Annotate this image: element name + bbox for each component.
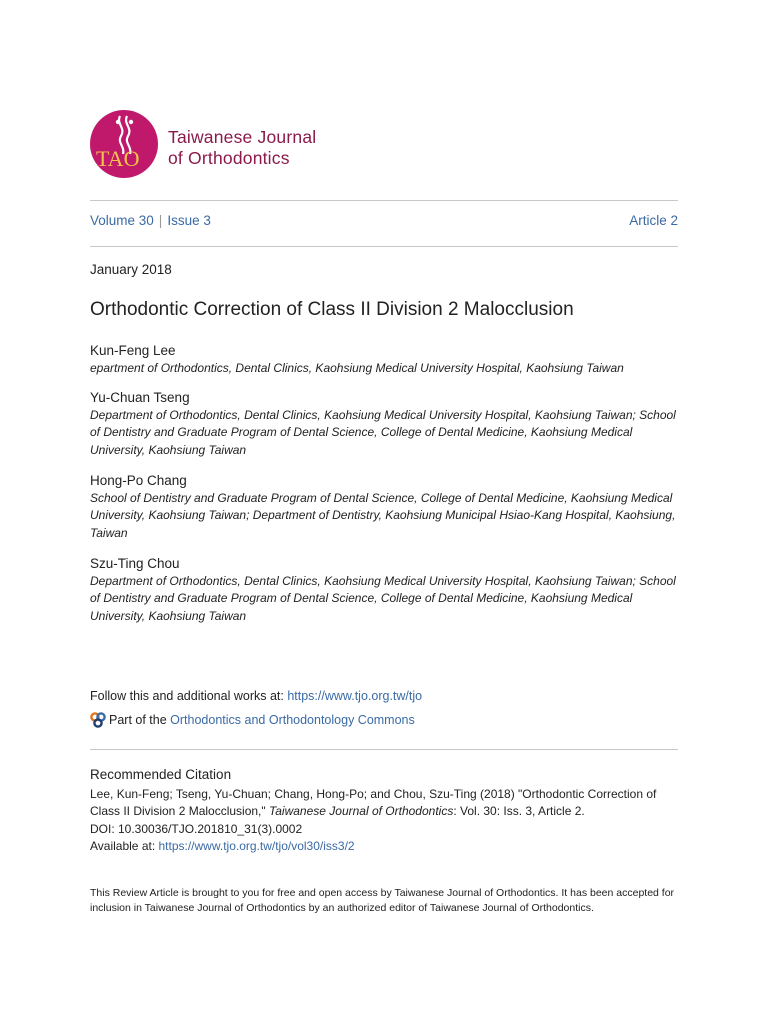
available-link[interactable]: https://www.tjo.org.tw/tjo/vol30/iss3/2 — [158, 838, 355, 853]
author-name: Yu-Chuan Tseng — [90, 390, 190, 405]
citation-text — [90, 786, 680, 821]
divider-top — [90, 200, 678, 201]
follow-line — [90, 689, 422, 703]
citation-text-after: : Vol. 30: Iss. 3, Article 2. — [453, 804, 585, 819]
citation-journal: Taiwanese Journal of Orthodontics — [269, 804, 454, 819]
volume-link[interactable]: Volume 30 — [90, 213, 154, 228]
article-title: Orthodontic Correction of Class II Division 2 Malocclusion — [90, 299, 574, 320]
logo-line-1: Taiwanese Journal — [168, 127, 317, 147]
divider-citation — [90, 749, 678, 750]
author-affiliation: Department of Orthodontics, Dental Clinics, Kaohsiung Medical University Hospital, Kaohsiung Taiwan; School of Dentistry and Graduate Program of Dental Science, College of Dental Medicine, Kaohsiung Medical University, Kaohsiung Taiwan — [90, 408, 676, 457]
commons-line — [90, 712, 415, 728]
author-name: Hong-Po Chang — [90, 473, 187, 488]
available-prefix: Available at: — [90, 838, 159, 853]
issue-link[interactable]: Issue 3 — [167, 213, 211, 228]
author-block — [90, 342, 680, 377]
author-affiliation: Department of Orthodontics, Dental Clinics, Kaohsiung Medical University Hospital, Kaohsiung Taiwan; School of Dentistry and Graduate Program of Dental Science, College of Dental Medicine, Kaohsiung Medical University, Kaohsiung Taiwan — [90, 574, 676, 623]
author-affiliation: School of Dentistry and Graduate Program of Dental Science, College of Dental Medicine, Kaohsiung Medical University, Kaohsiung Taiwan; Department of Dentistry, Kaohsiung Municipal Hsiao-Kang Hospital, Kaohsiung, Taiwan — [90, 491, 676, 540]
citation-text-before: Lee, Kun-Feng; Tseng, Yu-Chuan; Chang, Hong-Po; and Chou, Szu-Ting (2018) "Orthodontic Correction of Class II Division 2 Malocclusion," — [90, 787, 657, 819]
author-block — [90, 555, 680, 625]
issue-separator: | — [158, 213, 163, 228]
journal-logo[interactable] — [90, 107, 330, 183]
logo-line-2: of Orthodontics — [168, 148, 290, 168]
citation-available — [90, 838, 680, 855]
divider-issue — [90, 246, 678, 247]
author-name: Szu-Ting Chou — [90, 556, 180, 571]
logo-monogram: TAO — [96, 146, 140, 171]
citation-doi: DOI: 10.30036/TJO.201810_31(3).0002 — [90, 821, 303, 836]
commons-prefix: Part of the — [109, 713, 167, 727]
citation-heading: Recommended Citation — [90, 767, 232, 782]
issue-bar — [90, 213, 678, 233]
article-link[interactable]: Article 2 — [629, 213, 678, 228]
author-block — [90, 472, 680, 542]
citation-body — [90, 786, 680, 855]
follow-text: Follow this and additional works at: — [90, 689, 288, 703]
commons-network-icon — [90, 712, 106, 728]
publication-date: January 2018 — [90, 262, 172, 277]
repository-link[interactable]: https://www.tjo.org.tw/tjo — [287, 689, 423, 703]
author-name: Kun-Feng Lee — [90, 343, 176, 358]
author-affiliation: epartment of Orthodontics, Dental Clinics, Kaohsiung Medical University Hospital, Kaohsiung Taiwan — [90, 361, 624, 375]
author-block — [90, 389, 680, 459]
logo-wordmark — [168, 127, 316, 169]
commons-link[interactable]: Orthodontics and Orthodontology Commons — [170, 713, 415, 727]
access-statement: This Review Article is brought to you for free and open access by Taiwanese Journal of Orthodontics. It has been accepted for inclusion in Taiwanese Journal of Orthodontics by an authorized editor of Taiwanese Journal of Orthodontics. — [90, 887, 675, 914]
tao-logo-icon — [90, 110, 158, 178]
